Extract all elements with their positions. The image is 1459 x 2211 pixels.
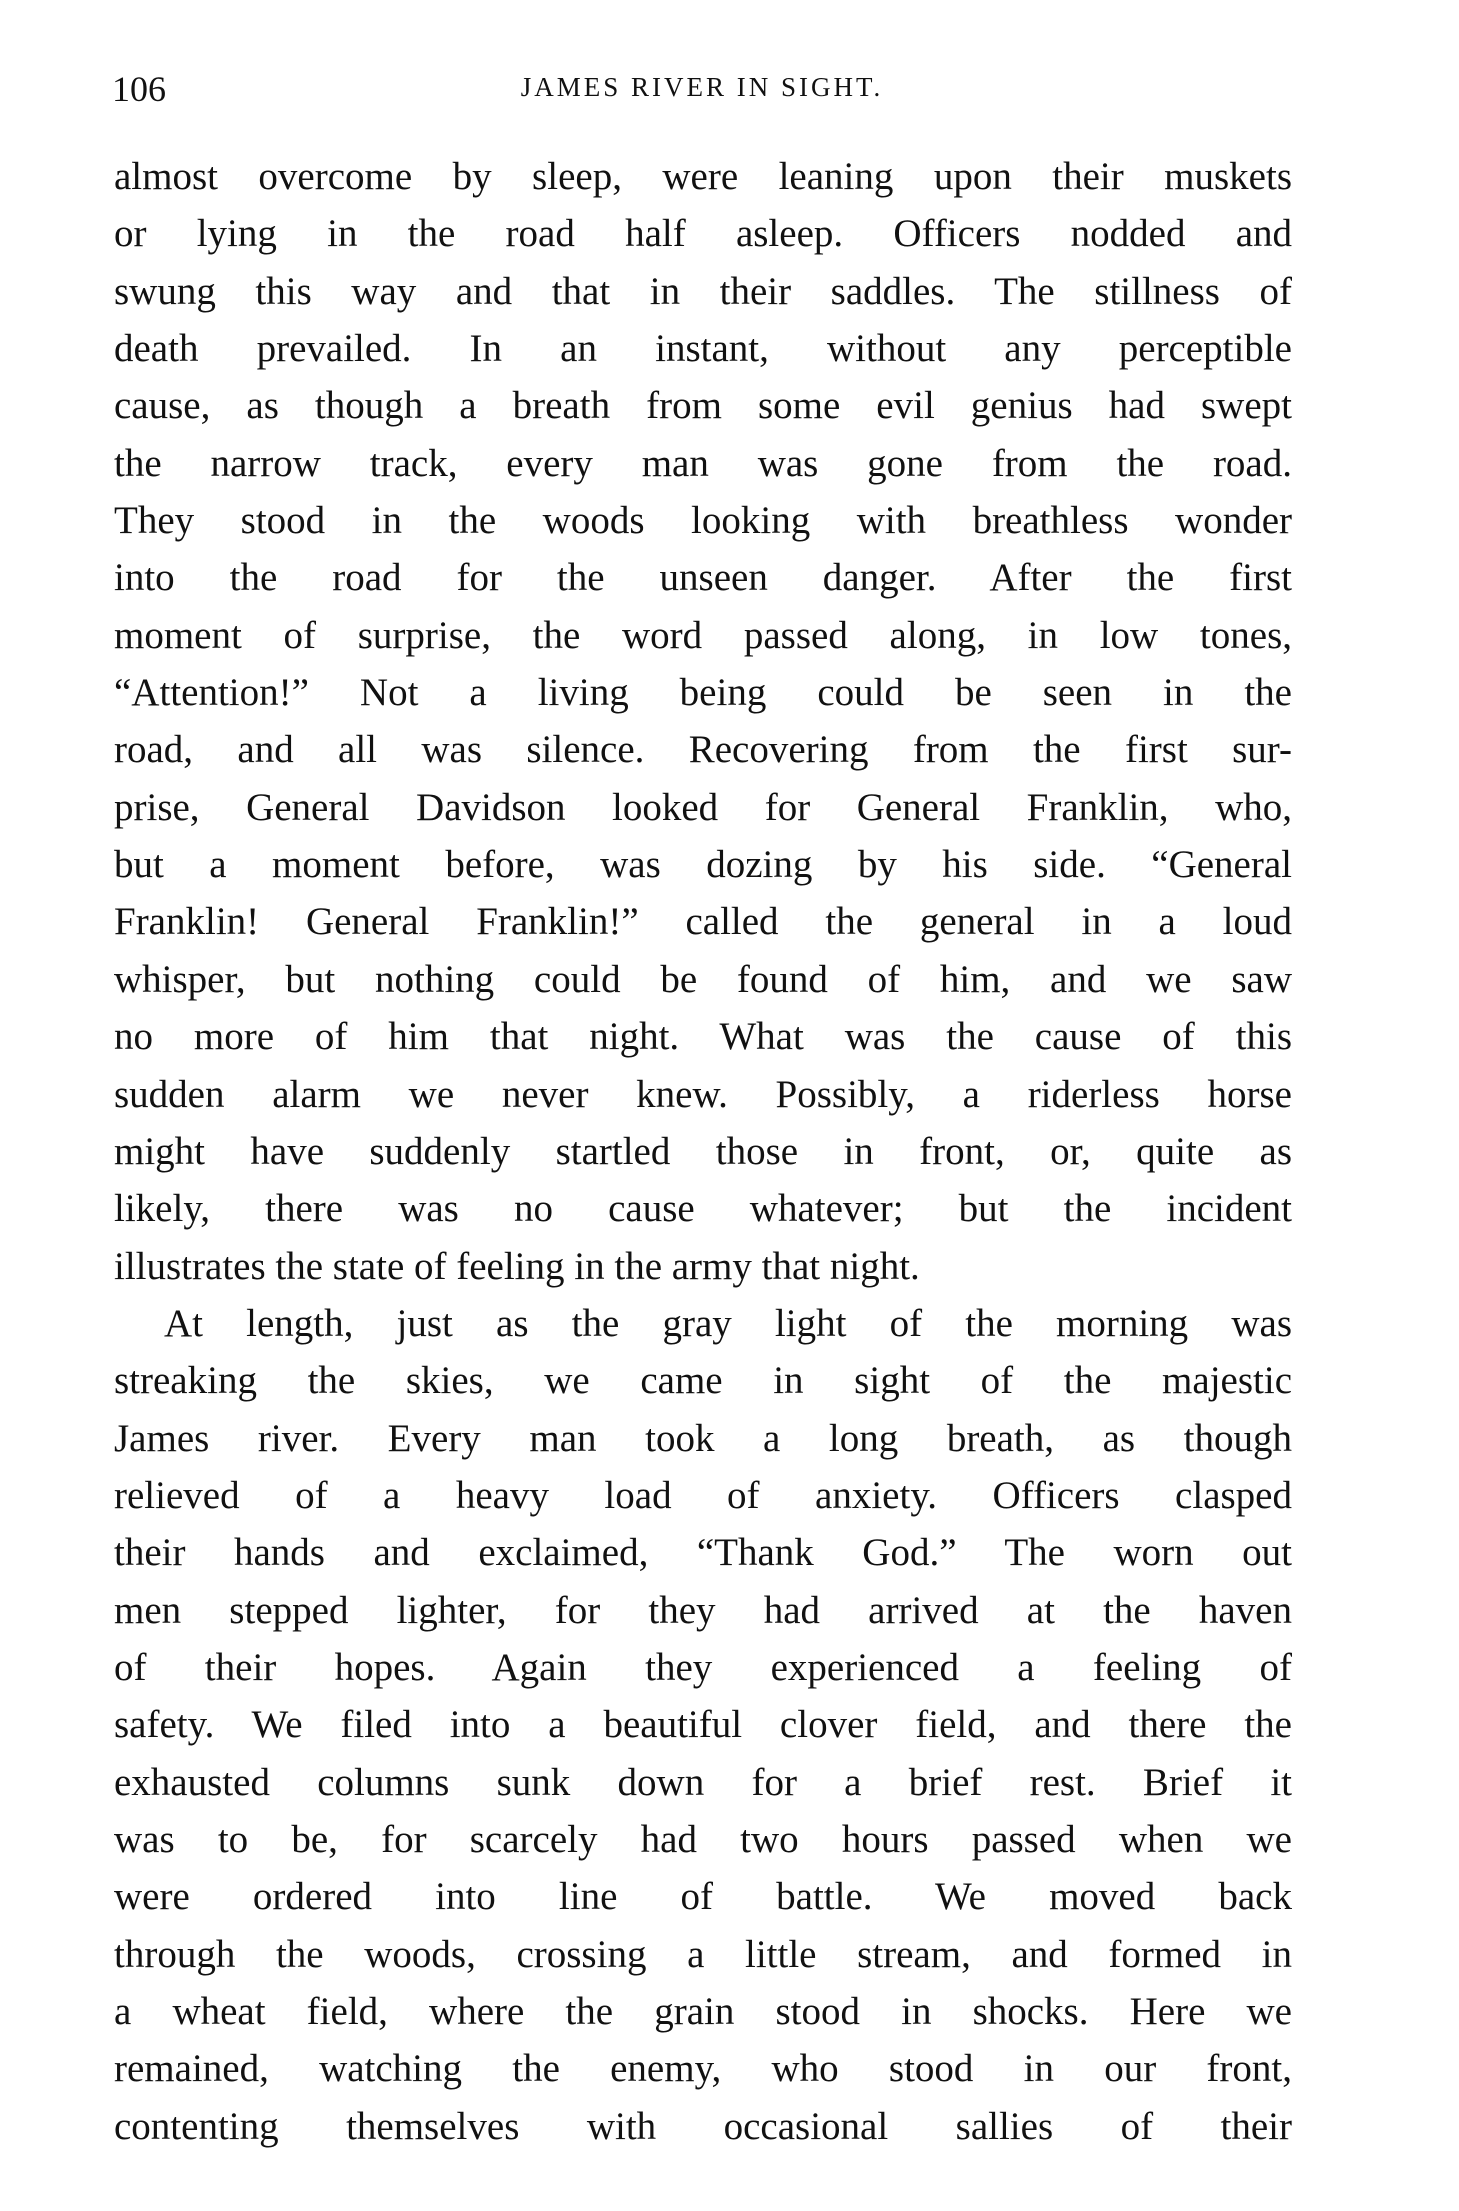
text-line: whisper, but nothing could be found of him, and we saw — [114, 957, 1292, 1001]
text-line: almost overcome by sleep, were leaning upon their muskets — [114, 155, 1292, 198]
text-line: exhausted columns sunk down for a brief rest. Brief it — [114, 1760, 1292, 1804]
text-line: were ordered into line of battle. We moved back — [114, 1875, 1292, 1919]
text-line: no more of him that night. What was the cause of this — [114, 1015, 1292, 1059]
text-line: but a moment before, was dozing by his side. “General — [114, 843, 1292, 887]
text-line: death prevailed. In an instant, without any perceptible — [114, 327, 1292, 371]
text-line: “Attention!” Not a living being could be seen in the — [114, 671, 1292, 715]
running-title: JAMES RIVER IN SIGHT. — [520, 72, 884, 102]
text-line: cause, as though a breath from some evil genius had swept — [114, 384, 1292, 428]
text-line: safety. We filed into a beautiful clover field, and there the — [114, 1703, 1292, 1747]
text-line: prise, General Davidson looked for General Franklin, who, — [114, 785, 1292, 829]
text-line: of their hopes. Again they experienced a feeling of — [114, 1645, 1292, 1689]
text-line: sudden alarm we never knew. Possibly, a riderless horse — [114, 1072, 1292, 1116]
text-line: through the woods, crossing a little stream, and formed in — [114, 1932, 1292, 1976]
text-line: relieved of a heavy load of anxiety. Officers clasped — [114, 1473, 1292, 1517]
page-body — [114, 148, 1292, 2155]
text-line: their hands and exclaimed, “Thank God.” The worn out — [114, 1531, 1292, 1575]
page-number: 106 — [112, 69, 166, 109]
text-line: road, and all was silence. Recovering from the first sur- — [114, 728, 1292, 772]
text-line: swung this way and that in their saddles. The stillness of — [114, 269, 1292, 313]
text-line: James river. Every man took a long breath, as though — [114, 1416, 1292, 1460]
text-line: the narrow track, every man was gone from the road. — [114, 441, 1292, 485]
text-line: was to be, for scarcely had two hours passed when we — [114, 1817, 1292, 1861]
text-line: At length, just as the gray light of the morning was — [164, 1301, 1292, 1345]
text-line: into the road for the unseen danger. After the first — [114, 556, 1292, 600]
text-line: They stood in the woods looking with breathless wonder — [114, 499, 1292, 543]
text-line: moment of surprise, the word passed along, in low tones, — [114, 613, 1292, 657]
text-line: contenting themselves with occasional sallies of their — [114, 2104, 1292, 2148]
text-line: men stepped lighter, for they had arrived at the haven — [114, 1588, 1292, 1632]
text-line: remained, watching the enemy, who stood in our front, — [114, 2047, 1292, 2091]
text-line: illustrates the state of feeling in the army that night. — [114, 1244, 920, 1288]
page-header — [112, 68, 1292, 118]
text-line: Franklin! General Franklin!” called the general in a loud — [114, 900, 1292, 944]
text-line: or lying in the road half asleep. Officers nodded and — [114, 212, 1292, 256]
text-line: likely, there was no cause whatever; but the incident — [114, 1187, 1292, 1231]
text-line: a wheat field, where the grain stood in shocks. Here we — [114, 1990, 1292, 2033]
text-line: might have suddenly startled those in front, or, quite as — [114, 1129, 1292, 1173]
text-line: streaking the skies, we came in sight of the majestic — [114, 1359, 1292, 1403]
